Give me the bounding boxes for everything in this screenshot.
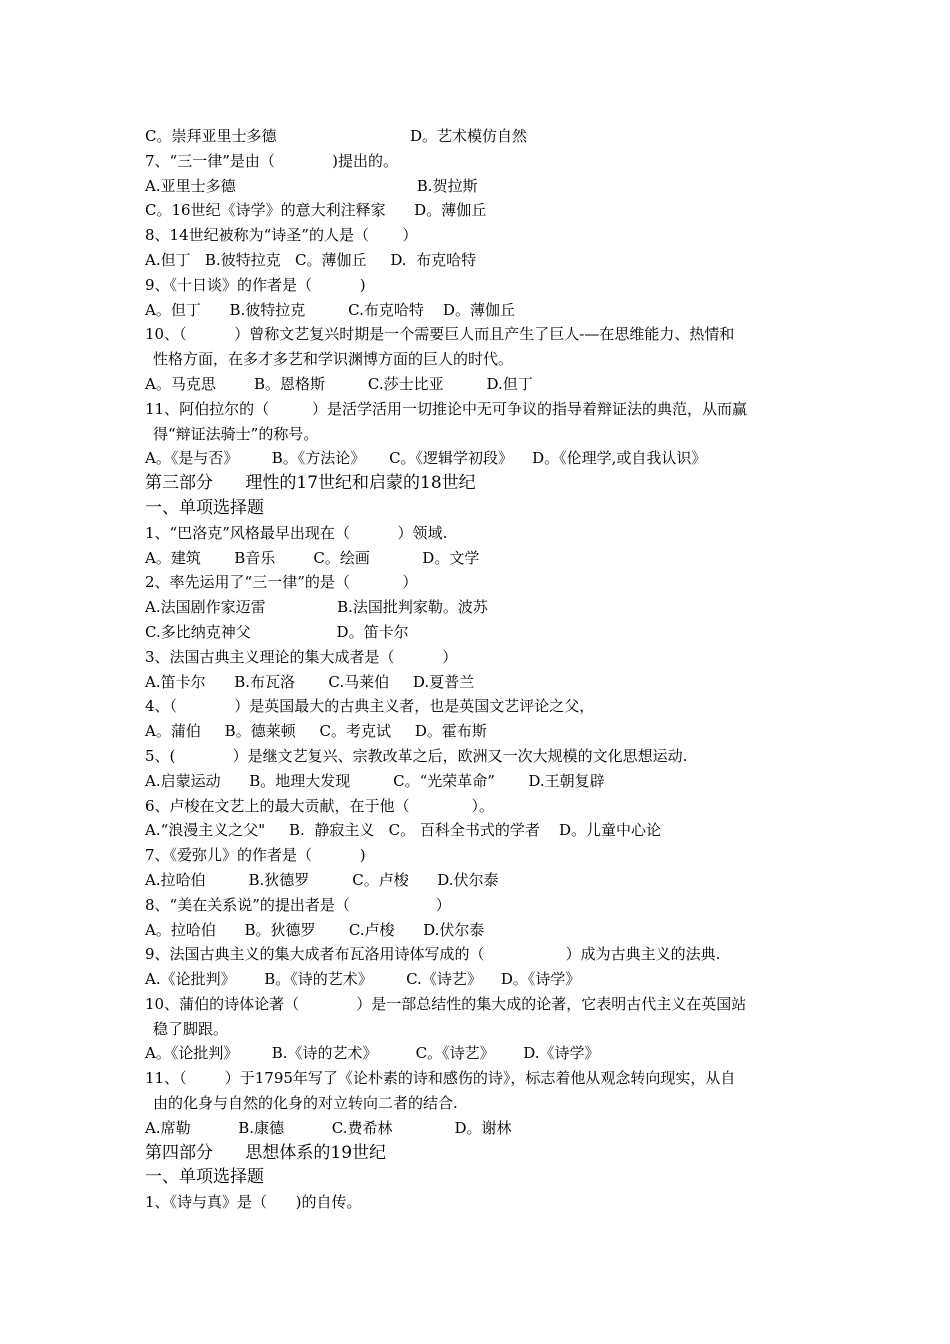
question-line: 2、率先运用了“三一律”的是（ ） — [145, 573, 418, 592]
option-line: C。崇拜亚里士多德 D。艺术模仿自然 — [145, 127, 528, 145]
option-line: C.多比纳克神父 D。笛卡尔 — [145, 622, 409, 641]
subsection-heading: 一、单项选择题 — [145, 1167, 264, 1188]
option-line: A.“浪漫主义之父" B. 静寂主义 C。 百科全书式的学者 D。儿童中心论 — [145, 821, 661, 840]
question-line: 5、( ）是继文艺复兴、宗教改革之后，欧洲又一次大规模的文化思想运动. — [145, 746, 688, 765]
option-line: A。蒲伯 B。德莱顿 C。考克试 D。霍布斯 — [145, 722, 487, 741]
question-line: 9、法国古典主义的集大成者布瓦洛用诗体写成的（ ）成为古典主义的法典. — [145, 945, 721, 964]
option-line: A。马克思 B。恩格斯 C.莎士比亚 D.但丁 — [145, 374, 533, 393]
question-line: 11、（ ）于1795年写了《论朴素的诗和感伤的诗》，标志着他从观念转向现实，从自 — [145, 1069, 736, 1088]
option-line: A.但丁 B.彼特拉克 C。薄伽丘 D. 布克哈特 — [145, 250, 477, 269]
question-line: 8、“美在关系说”的提出者是（ ） — [145, 895, 451, 914]
question-line: 7、“三一律”是由（ )提出的。 — [145, 151, 398, 170]
option-line: A.启蒙运动 B。地理大发现 C。“光荣革命” D.王朝复辟 — [145, 771, 605, 790]
question-line: 10、（ ）曾称文艺复兴时期是一个需要巨人而且产生了巨人-—在思维能力、热情和 — [145, 325, 735, 344]
question-line-continued: 稳了脚跟。 — [153, 1019, 229, 1038]
question-line: 10、蒲伯的诗体论著（ ）是一部总结性的集大成的论著，它表明古代主义在英国站 — [145, 994, 747, 1013]
question-line: 1、《诗与真》是（ )的自传。 — [145, 1193, 362, 1212]
question-line-continued: 性格方面，在多才多艺和学识渊博方面的巨人的时代。 — [153, 350, 514, 369]
option-line: A.亚里士多德 B.贺拉斯 — [145, 176, 478, 195]
option-line: A.《论批判》 B。《诗的艺术》 C.《诗艺》 D。《诗学》 — [145, 970, 581, 989]
question-line: 6、卢梭在文艺上的最大贡献，在于他（ ）。 — [145, 796, 495, 815]
section-heading: 第三部分 理性的17世纪和启蒙的18世纪 — [145, 473, 476, 494]
question-line: 9、《十日谈》的作者是（ ) — [145, 275, 366, 294]
question-line: 1、“巴洛克”风格最早出现在（ ）领域. — [145, 523, 448, 542]
option-line: A.笛卡尔 B.布瓦洛 C.马莱伯 D.夏普兰 — [145, 672, 475, 691]
option-line: C。16世纪《诗学》的意大利注释家 D。薄伽丘 — [145, 201, 487, 220]
option-line: A。但丁 B.彼特拉克 C.布克哈特 D。薄伽丘 — [145, 300, 515, 319]
question-line: 4、（ ）是英国最大的古典主义者，也是英国文艺评论之父， — [145, 697, 595, 716]
option-line: A.法国剧作家迈雷 B.法国批判家勒。波苏 — [145, 598, 488, 617]
question-line-continued: 得“辩证法骑士”的称号。 — [153, 424, 319, 443]
question-line: 11、阿伯拉尔的（ ）是活学活用一切推论中无可争议的指导着辩证法的典范，从而赢 — [145, 399, 748, 418]
option-line: A。拉哈伯 B。狄德罗 C.卢梭 D.伏尔泰 — [145, 920, 485, 939]
question-line: 8、14世纪被称为“诗圣”的人是（ ） — [145, 226, 418, 245]
option-line: A。《是与否》 B。《方法论》 C。《逻辑学初段》 D。《伦理学,或自我认识》 — [145, 449, 707, 468]
option-line: A.拉哈伯 B.狄德罗 C。卢梭 D.伏尔泰 — [145, 870, 499, 889]
subsection-heading: 一、单项选择题 — [145, 497, 264, 518]
option-line: A.席勒 B.康德 C.费希林 D。谢林 — [145, 1118, 512, 1137]
question-line: 3、法国古典主义理论的集大成者是（ ） — [145, 647, 458, 666]
option-line: A。《论批判》 B.《诗的艺术》 C。《诗艺》 D.《诗学》 — [145, 1044, 600, 1063]
document-body — [145, 124, 815, 1215]
question-line-continued: 由的化身与自然的化身的对立转向二者的结合. — [153, 1094, 458, 1113]
question-line: 7、《爱弥儿》的作者是（ ) — [145, 846, 366, 865]
option-line: A。建筑 B音乐 C。绘画 D。文学 — [145, 548, 480, 567]
section-heading: 第四部分 思想体系的19世纪 — [145, 1142, 387, 1163]
